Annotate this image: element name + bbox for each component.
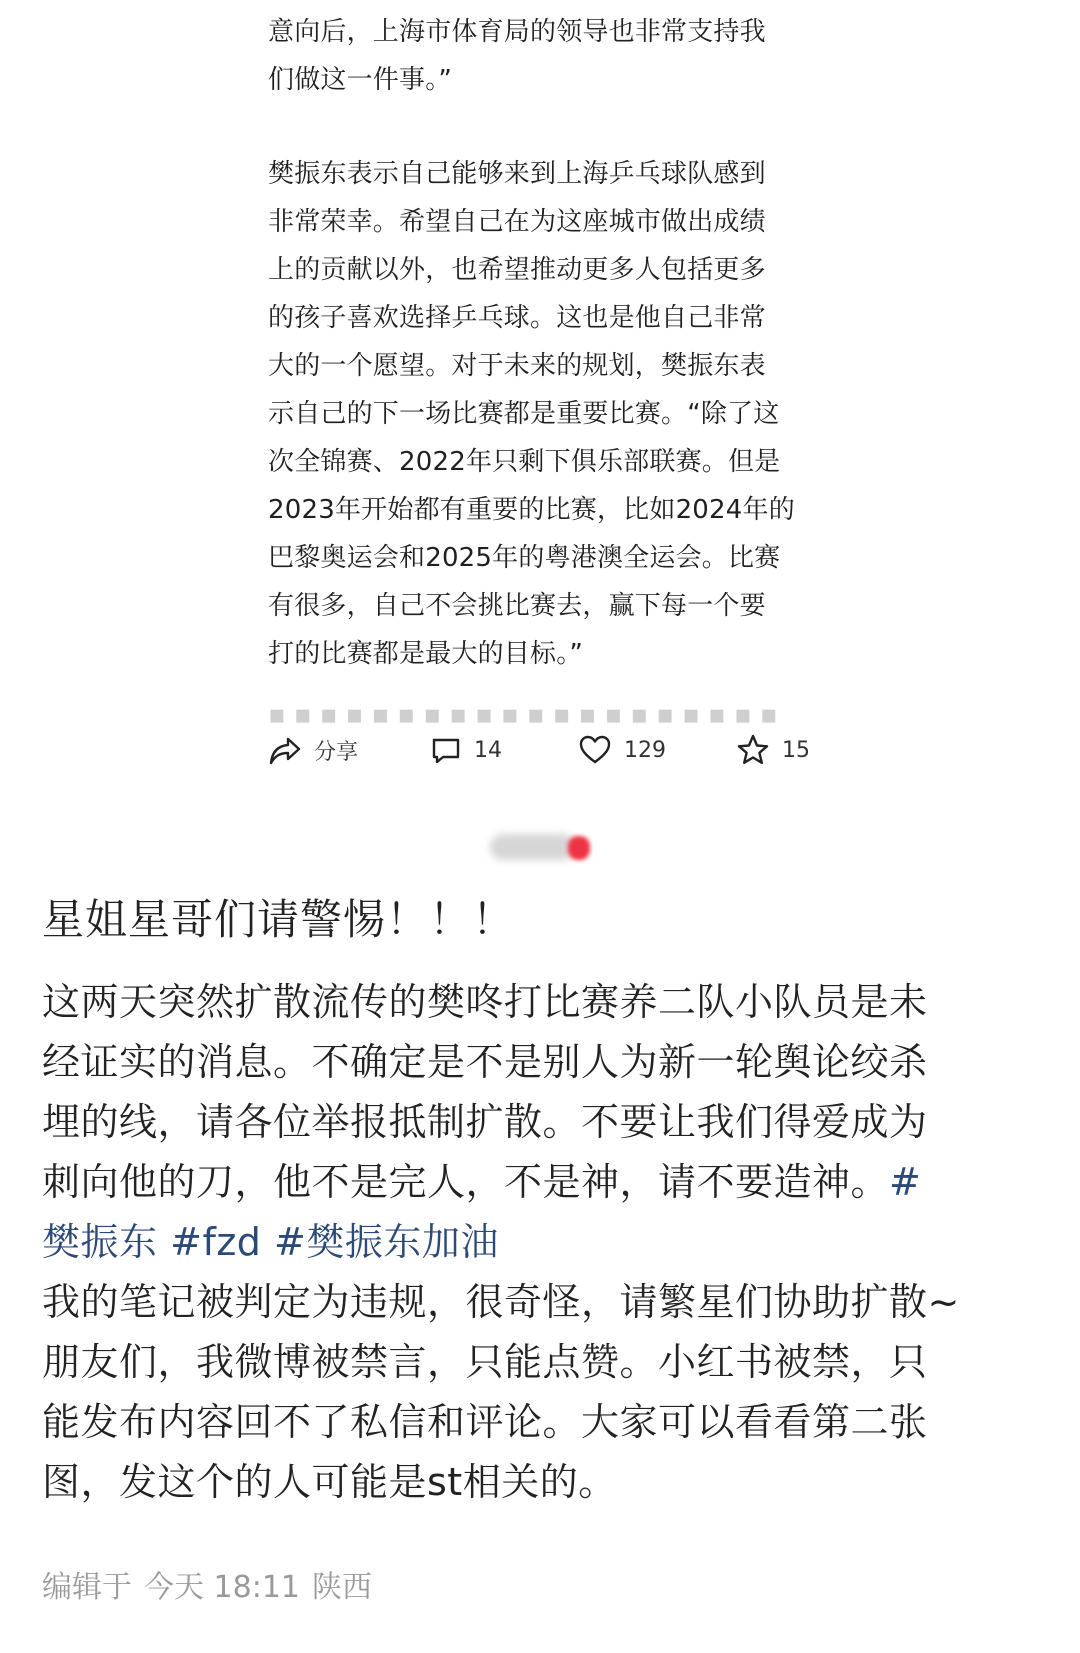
article-paragraph-1 [268, 8, 828, 104]
post-body-line: 经证实的消息。不确定是不是别人为新一轮舆论绞杀 [42, 1040, 928, 1084]
post-body-line: 图，发这个的人可能是st相关的。 [42, 1460, 617, 1504]
article-line: 非常荣幸。希望自己在为这座城市做出成绩 [268, 207, 766, 237]
post-body [42, 972, 1042, 1512]
post-body-line: 能发布内容回不了私信和评论。大家可以看看第二张 [42, 1400, 928, 1444]
article-line: 大的一个愿望。对于未来的规划，樊振东表 [268, 351, 766, 381]
faded-cut-off-line: ▪ ▪ ▪ ▪ ▪ ▪ ▪ ▪ ▪ ▪ ▪ ▪ ▪ ▪ ▪ ▪ ▪ ▪ ▪ ▪ [268, 700, 778, 730]
post-body-line: 我的笔记被判定为违规，很奇怪，请繁星们协助扩散~ [42, 1280, 960, 1324]
blurred-username-badge [490, 832, 600, 864]
article-line: 示自己的下一场比赛都是重要比赛。“除了这 [268, 399, 780, 429]
article-line: 次全锦赛、2022年只剩下俱乐部联赛。但是 [268, 447, 781, 477]
post-body-line: 埋的线，请各位举报抵制扩散。不要让我们得爱成为 [42, 1100, 928, 1144]
share-label: 分享 [314, 739, 359, 765]
article-line: 打的比赛都是最大的目标。” [268, 639, 584, 669]
hashtag-start[interactable]: # [889, 1160, 922, 1204]
share-icon [268, 733, 302, 767]
hashtag-fanzhendong-jiayou[interactable]: #樊振东加油 [274, 1220, 499, 1264]
embedded-article [268, 8, 828, 730]
article-line: 巴黎奥运会和2025年的粤港澳全运会。比赛 [268, 543, 781, 573]
edit-time: 今天 18:11 [144, 1570, 300, 1605]
post-body-line [42, 1152, 1042, 1212]
article-action-bar [268, 728, 828, 772]
hashtag-fanzhendong[interactable]: 樊振东 [42, 1220, 158, 1264]
article-line: 樊振东表示自己能够来到上海乒乓球队感到 [268, 159, 766, 189]
article-line: 有很多，自己不会挑比赛去，赢下每一个要 [268, 591, 766, 621]
article-line: 上的贡献以外，也希望推动更多人包括更多 [268, 255, 766, 285]
like-button[interactable] [578, 728, 666, 772]
share-button[interactable] [268, 728, 358, 772]
article-paragraph-2 [268, 150, 828, 678]
article-line: 2023年开始都有重要的比赛，比如2024年的 [268, 495, 795, 525]
post-body-text: 刺向他的刀，他不是完人，不是神，请不要造神。 [42, 1160, 890, 1204]
post-meta [42, 1568, 384, 1608]
favorite-button[interactable] [736, 728, 810, 772]
hashtag-fzd[interactable]: #fzd [170, 1220, 262, 1264]
article-line: 的孩子喜欢选择乒乓球。这也是他自己非常 [268, 303, 766, 333]
like-count: 129 [624, 737, 666, 763]
post-title: 星姐星哥们请警惕！！！ [42, 895, 516, 944]
blur-mask [490, 834, 576, 860]
comment-button[interactable] [430, 728, 502, 772]
edited-label: 编辑于 [42, 1570, 132, 1605]
post-hashtags-line [42, 1212, 1042, 1272]
article-line: 意向后，上海市体育局的领导也非常支持我 [268, 17, 766, 47]
comment-icon [430, 734, 462, 766]
post-body-line: 这两天突然扩散流传的樊咚打比赛养二队小队员是未 [42, 980, 928, 1024]
star-icon [736, 733, 770, 767]
comment-count: 14 [474, 737, 502, 763]
heart-icon [578, 734, 612, 766]
favorite-count: 15 [782, 737, 810, 763]
blur-red-mark [568, 836, 590, 860]
article-line: 们做这一件事。” [268, 65, 453, 95]
post-location: 陕西 [312, 1570, 372, 1605]
post-body-line: 朋友们，我微博被禁言，只能点赞。小红书被禁，只 [42, 1340, 928, 1384]
